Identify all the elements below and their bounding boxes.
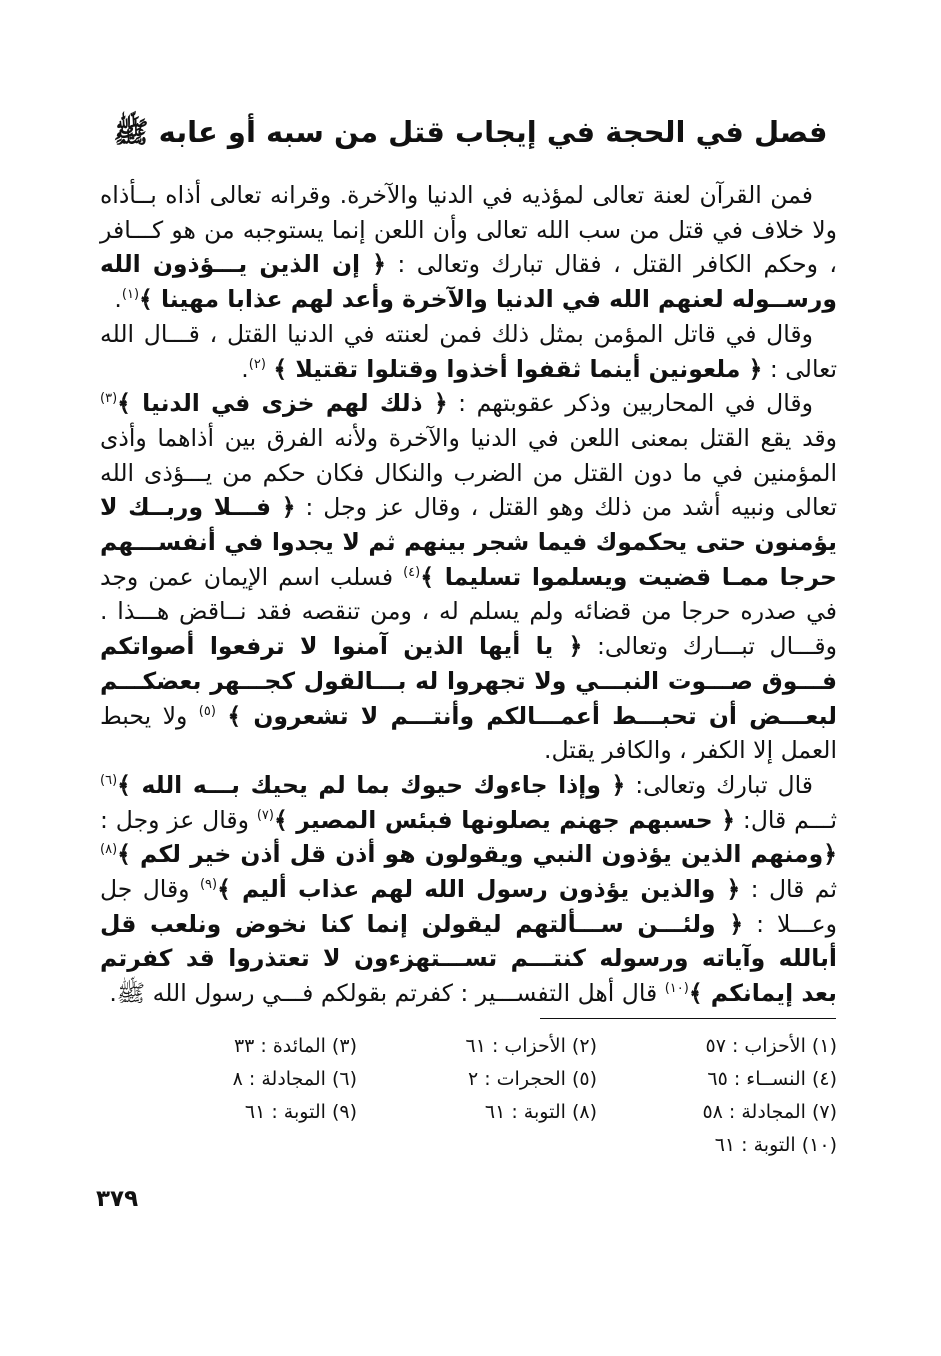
footnote-item: (٩) التوبة : ٦١ [244, 1101, 357, 1123]
body-text-segment: وقال عز وجل : [100, 805, 257, 834]
footnote-marker: (١٠) [664, 981, 689, 997]
quran-verse: ﴿ حسبهم جهنم يصلونها فبئس المصير ﴾ [273, 805, 736, 834]
footnote-marker: (٦) [100, 773, 118, 789]
footnote-marker: (٩) [199, 877, 218, 893]
quran-verse: ﴿ يا أيها الذين آمنوا لا ترفعوا أصواتكم فـــوق صـــوت النبـــي ولا تجهروا له بـــالقول كجـــهر بعضكـــم لبعـــض أن تحبـــط أعمـــالكم وأنتـــم لا تشعرون ﴾ [100, 632, 837, 730]
footnote-marker: (٧) [256, 807, 274, 823]
footnote-separator [540, 1018, 836, 1019]
body-text-segment: فمن القرآن لعنة تعالى لمؤذيه في الدنيا والآخرة. وقرانه تعالى أذاه بــأذاه ولا خلاف في قتل من سب الله تعالى وأن اللعن إنما يستوجبه من هو كـــافر ، وحكم الكافر القتل ، فقال تبارك وتعالى : [100, 181, 837, 279]
body-text-segment: وقال في المحاربين وذكر عقوبتهم : [447, 389, 813, 418]
body-text-segment: . [241, 354, 249, 383]
footnotes [97, 1030, 837, 1162]
body-text-segment: ولا يحبط العمل إلا الكفر ، والكافر يقتل. [100, 701, 837, 765]
body-text-segment: وقد يقع القتل بمعنى اللعن في الدنيا والآخرة ولأنه الفرق بين أذاهما وأذى المؤمنين في ما دون القتل من الضرب والنكال فكان حكم من يـــؤذى الله تعالى ونبيه أشد من ذلك وهو القتل ، وقال عز وجل : [100, 423, 838, 522]
body-text-segment: قال تبارك وتعالى: [625, 770, 813, 799]
page-number: ٣٧٩ [96, 1186, 139, 1212]
footnote-item: (١) الأحزاب : ٥٧ [705, 1035, 837, 1057]
paragraph [100, 768, 837, 1011]
footnote-item: (١٠) التوبة : ٦١ [714, 1134, 837, 1156]
footnote-row [97, 1129, 837, 1162]
body-text-segment: قال أهل التفســـير : كفرتم بقولكم فـــي رسول الله ﷺ. [109, 979, 665, 1008]
quran-verse: ﴿ ذلك لهم خزى في الدنيا ﴾ [117, 389, 448, 418]
quran-verse: ﴿ ملعونين أينما ثقفوا أخذوا وقتلوا تقتيلا ﴾ [273, 354, 763, 383]
footnote-item: (٥) الحجرات : ٢ [467, 1068, 597, 1090]
footnote-marker: (٤) [403, 564, 421, 580]
body-text-segment: فسلب اسم الإيمان عمن وجد في صدره حرجا من قضائه ولم يسلم له ، ومن تنقصه فقد نــاقض هـــذا . وقـــال تبـــارك وتعالى: [100, 562, 837, 661]
body-text-segment: . [114, 285, 122, 314]
footnote-marker: (٢) [248, 356, 266, 372]
paragraph [100, 178, 837, 317]
paragraph [100, 386, 837, 768]
footnote-item: (٣) المائدة : ٣٣ [233, 1035, 357, 1057]
quran-verse: ﴿ وإذا جاءوك حيوك بما لم يحيك بـــه الله ﴾ [117, 770, 626, 799]
footnote-item: (٨) التوبة : ٦١ [484, 1101, 597, 1123]
footnote-row [97, 1063, 837, 1096]
quran-verse: ﴿ إن الذين يـــؤذون الله ورســوله لعنهم الله في الدنيا والآخرة وأعد لهم عذابا مهينا ﴾ [100, 250, 837, 314]
body-text-segment: وقال في قاتل المؤمن بمثل ذلك فمن لعنته في الدنيا القتل ، قـــال الله تعالى : [100, 319, 837, 383]
body-text-segment: وقال جل وعـــلا : [100, 875, 837, 938]
paragraph [100, 317, 837, 386]
chapter-title: فصل في الحجة في إيجاب قتل من سبه أو عابه ﷺ [113, 115, 828, 149]
footnote-marker: (١) [121, 287, 140, 303]
quran-verse: ﴿ومنهم الذين يؤذون النبي ويقولون هو أذن قل أذن خير لكم ﴾ [117, 840, 837, 869]
quran-verse: ﴿ ولئـــن ســـألتهم ليقولن إنما كنا نخوض ونلعب قل أبالله وآياته ورسوله كنتـــم تســـتهزءون لا تعتذروا قد كفرتم بعد إيمانكم ﴾ [100, 909, 837, 1008]
footnote-marker: (٥) [198, 703, 216, 719]
body-text-segment: ثم قال : [740, 875, 837, 904]
footnote-row [97, 1030, 837, 1063]
body-text-segment [216, 702, 227, 730]
body-text-segment: ثـــم قال: [735, 805, 837, 834]
body-text [100, 178, 837, 1011]
footnote-marker: (٣) [100, 391, 118, 407]
footnote-marker: (٨) [100, 842, 118, 858]
footnote-item: (٧) المجادلة : ٥٨ [702, 1101, 837, 1123]
footnote-item: (٤) النســاء : ٦٥ [707, 1068, 837, 1090]
quran-verse: ﴿ فـــلا وربــك لا يؤمنون حتى يحكموك فيما شجر بينهم ثم لا يجدوا في أنفســـهم حرجا ممـا قضيت ويسلموا تسليما ﴾ [100, 493, 837, 591]
footnote-item: (٦) المجادلة : ٨ [232, 1068, 357, 1090]
quran-verse: ﴿ والذين يؤذون رسول الله لهم عذاب أليم ﴾ [217, 875, 741, 904]
footnote-item: (٢) الأحزاب : ٦١ [465, 1035, 597, 1057]
footnote-row [97, 1096, 837, 1129]
